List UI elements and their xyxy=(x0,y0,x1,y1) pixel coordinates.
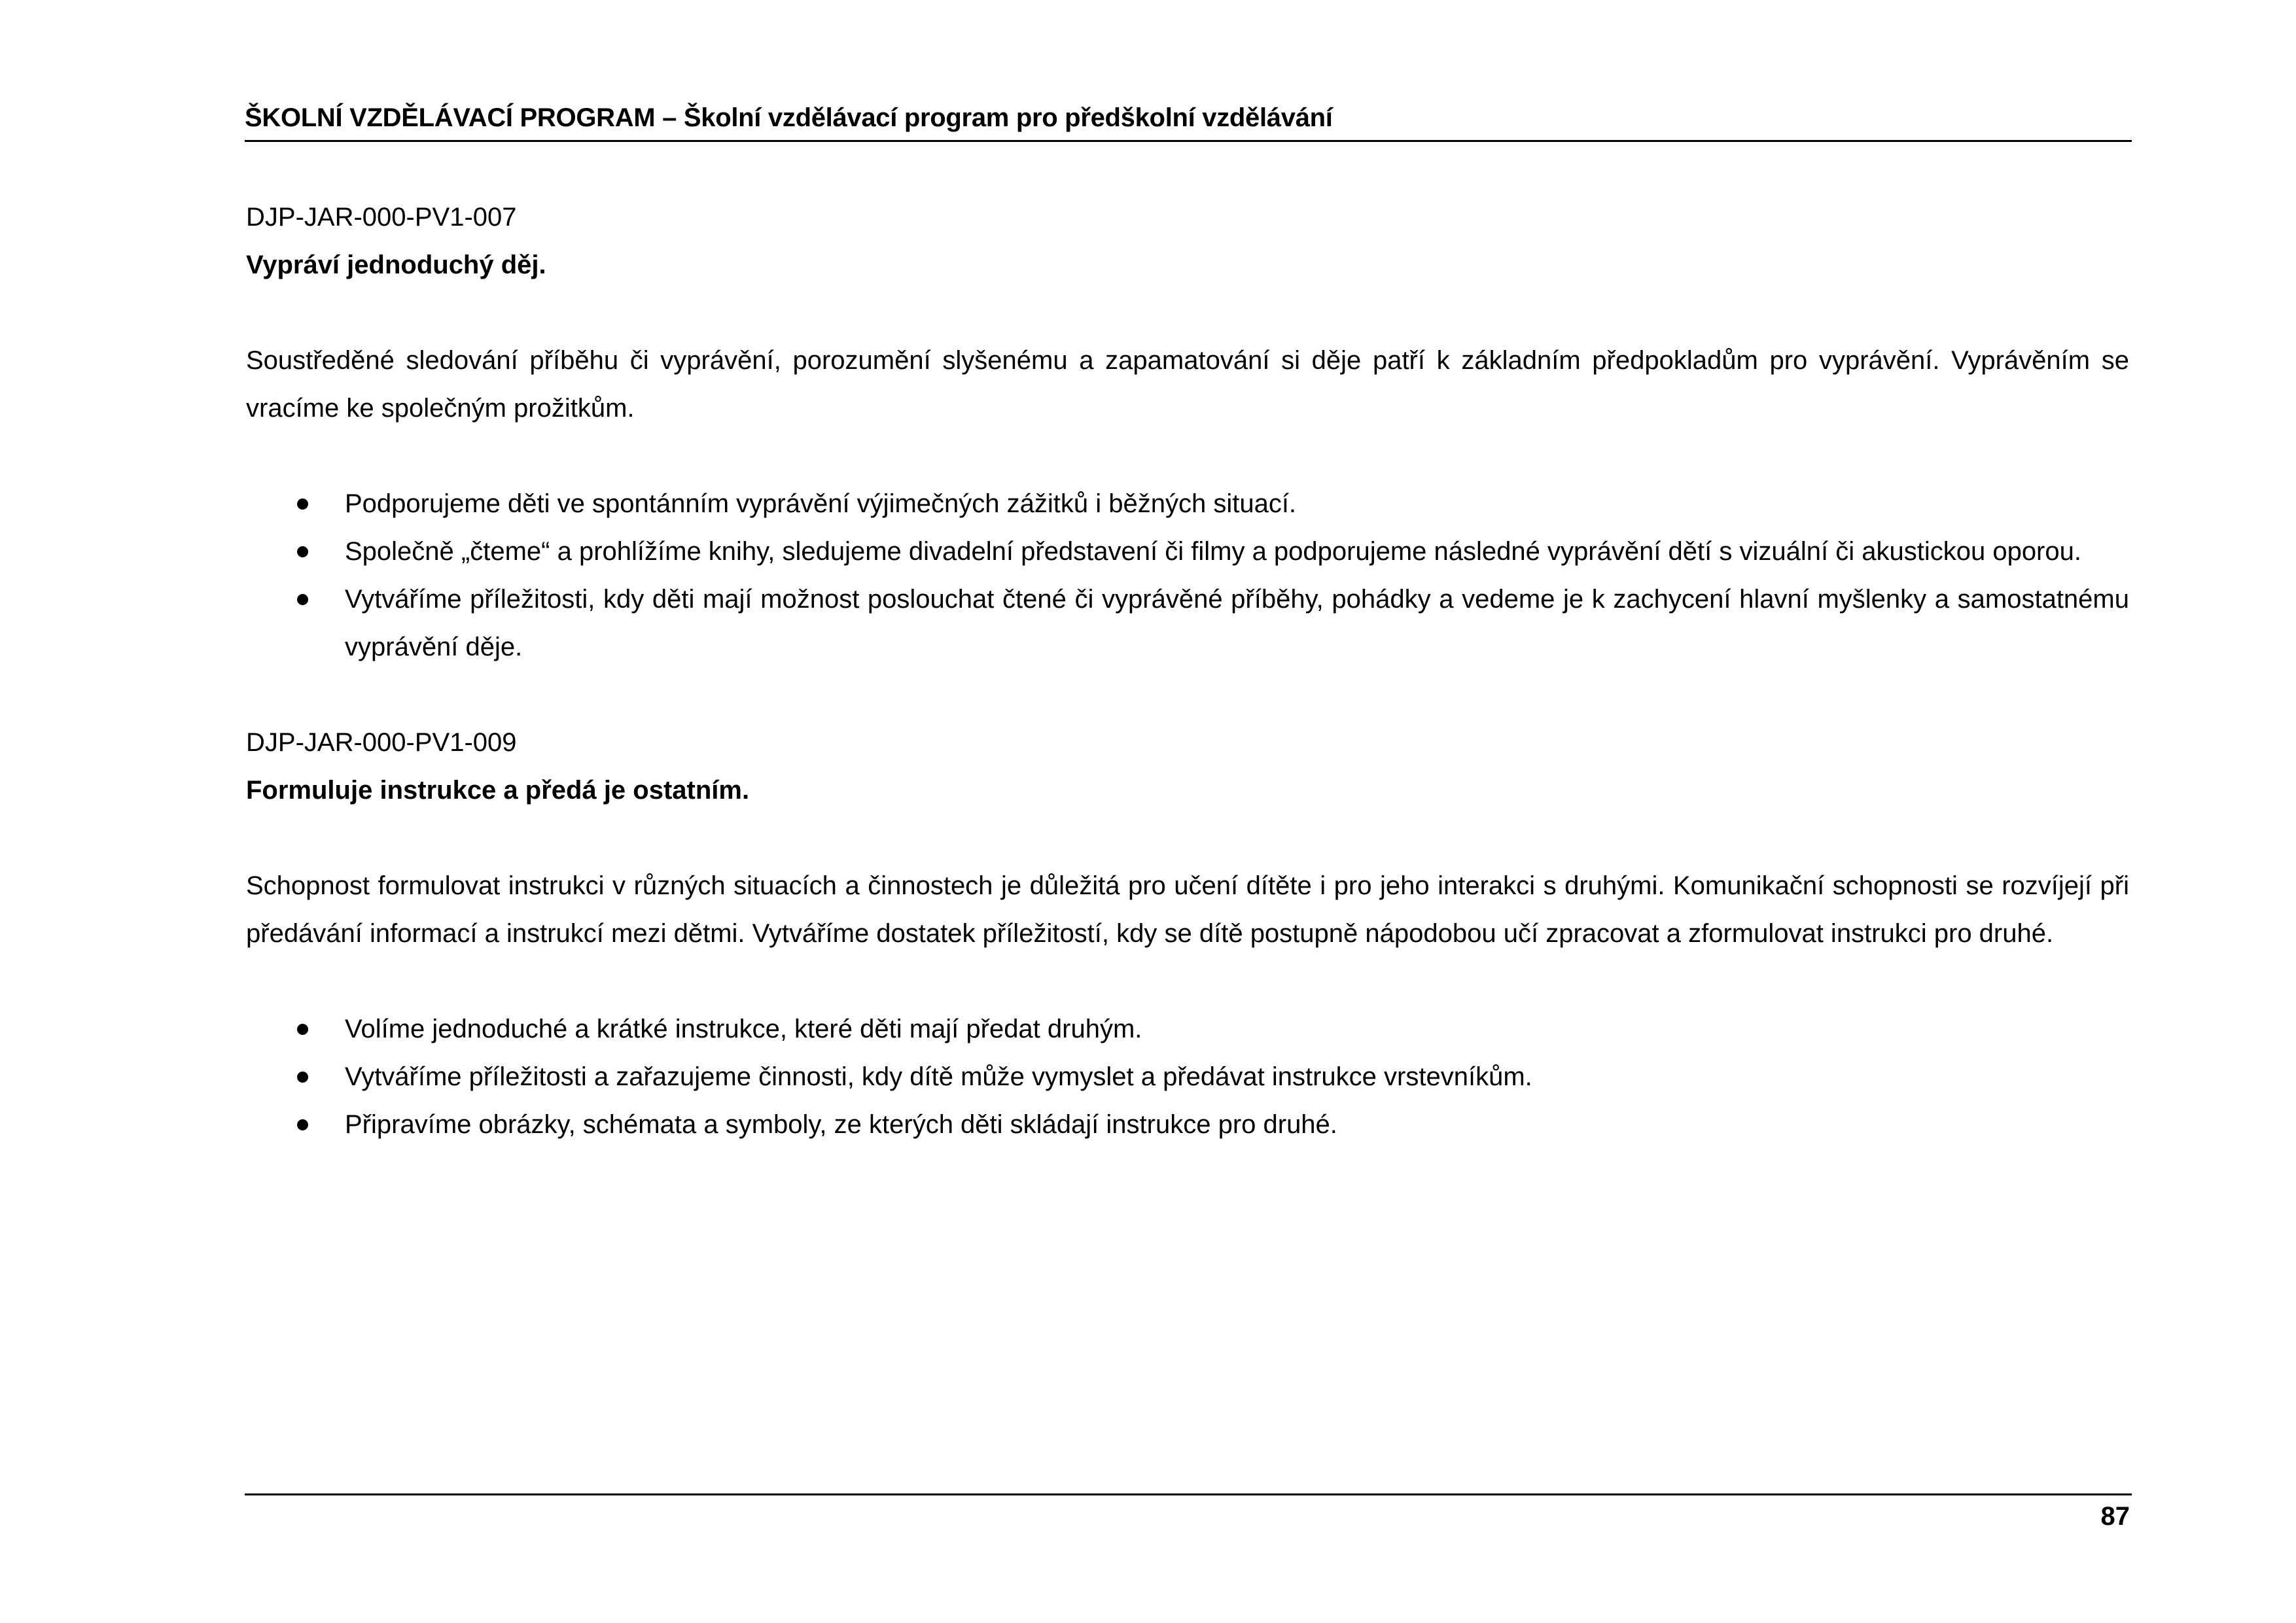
list-item xyxy=(246,528,2129,576)
list-item xyxy=(246,1053,2129,1101)
bullet-icon xyxy=(297,1072,308,1083)
bullet-list xyxy=(246,480,2129,671)
section-description: Schopnost formulovat instrukci v různých situacích a činnostech je důležitá pro učení dítěte i pro jeho interakci s druhými. Komunikační schopnosti se rozvíjejí při předávání informací a instrukcí mezi dětmi. Vytváříme dostatek příležitostí, kdy se dítě postupně nápodobou učí zpracovat a zformulovat instrukci pro druhé. xyxy=(246,871,2129,948)
section-code: DJP-JAR-000-PV1-007 xyxy=(246,203,517,232)
bullet-icon xyxy=(297,1119,308,1130)
page-number: 87 xyxy=(2100,1502,2130,1531)
section-spacer xyxy=(246,671,2129,719)
list-item-text: Volíme jednoduché a krátké instrukce, které děti mají předat druhým. xyxy=(345,1015,1142,1043)
section-title: Formuluje instrukce a předá je ostatním. xyxy=(246,776,750,805)
document-title: ŠKOLNÍ VZDĚLÁVACÍ PROGRAM – Školní vzdělávací program pro předškolní vzdělávání xyxy=(245,103,1333,132)
page-header xyxy=(245,98,2132,142)
list-item-text: Vytváříme příležitosti, kdy děti mají možnost poslouchat čtené či vyprávěné příběhy, pohádky a vedeme je k zachycení hlavní myšlenky a samostatnému vyprávění děje. xyxy=(345,585,2129,661)
bullet-icon xyxy=(297,498,308,510)
section-title: Vypráví jednoduchý děj. xyxy=(246,251,546,279)
bullet-icon xyxy=(297,546,308,557)
list-item xyxy=(246,576,2129,671)
section-description: Soustředěné sledování příběhu či vyprávění, porozumění slyšenému a zapamatování si děje patří k základním předpokladům pro vyprávění. Vyprávěním se vracíme ke společným prožitkům. xyxy=(246,346,2129,423)
list-item-text: Podporujeme děti ve spontánním vyprávění výjimečných zážitků i běžných situací. xyxy=(345,489,1297,518)
list-item xyxy=(246,1005,2129,1053)
page-content xyxy=(246,194,2129,1149)
list-item xyxy=(246,1101,2129,1149)
section-djp-jar-000-pv1-007 xyxy=(246,194,2129,671)
list-item-text: Společně „čteme“ a prohlížíme knihy, sledujeme divadelní představení či filmy a podporujeme následné vyprávění dětí s vizuální či akustickou oporou. xyxy=(345,537,2081,566)
section-code: DJP-JAR-000-PV1-009 xyxy=(246,728,517,757)
footer-divider xyxy=(245,1493,2132,1495)
list-item-text: Vytváříme příležitosti a zařazujeme činnosti, kdy dítě může vymyslet a předávat instrukce vrstevníkům. xyxy=(345,1062,1532,1091)
section-djp-jar-000-pv1-009 xyxy=(246,719,2129,1149)
list-item xyxy=(246,480,2129,528)
list-item-text: Připravíme obrázky, schémata a symboly, ze kterých děti skládají instrukce pro druhé. xyxy=(345,1110,1337,1139)
bullet-icon xyxy=(297,1024,308,1035)
bullet-list xyxy=(246,1005,2129,1149)
bullet-icon xyxy=(297,594,308,605)
